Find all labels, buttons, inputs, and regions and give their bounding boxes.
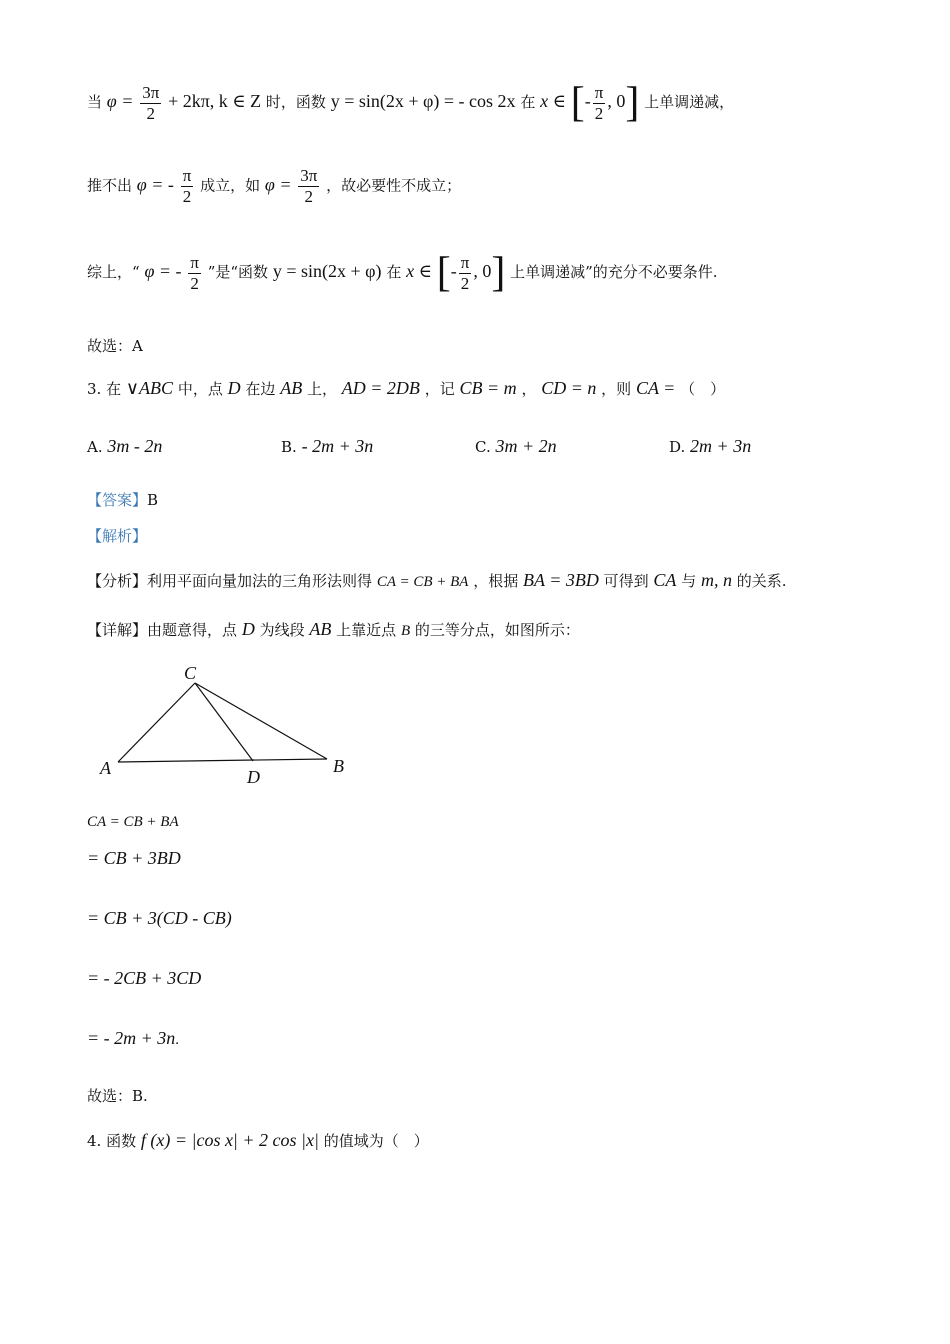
- label-a: A: [100, 758, 111, 778]
- fraction: $\frac{3\pi}{2}$: [300, 166, 318, 206]
- math-expr: CB = m: [459, 378, 517, 398]
- detail-line: 【详解】由题意得，点 D 为线段 AB 上靠近点 B 的三等分点，如图所示：: [87, 619, 580, 639]
- math-expr: B: [400, 623, 411, 639]
- option-b: B. - 2m + 3n: [281, 436, 374, 456]
- math-expr: , 0: [607, 91, 626, 111]
- fraction: $\frac{\pi}{2}$: [460, 252, 470, 293]
- fraction: $\frac{\pi}{2}$: [190, 252, 199, 293]
- question-number: 4. 函数: [87, 1132, 137, 1150]
- math-expr: CA = CB + BA: [376, 574, 469, 590]
- side-ca: [118, 683, 195, 762]
- math-expr: D: [227, 378, 241, 398]
- solution-line-2: [87, 166, 461, 207]
- math-expr: CD = n: [541, 378, 597, 398]
- step-2: = CB + 3BD: [87, 848, 181, 868]
- question-4: [87, 1130, 429, 1151]
- math-expr: φ =: [264, 174, 292, 195]
- math-expr: ∨ABC: [125, 378, 174, 398]
- math-expr: m, n: [701, 570, 733, 590]
- fraction: $\frac{\pi}{2}$: [182, 166, 192, 206]
- step-5: = - 2m + 3n: [87, 1028, 176, 1048]
- option-a: A. 3m - 2n: [87, 436, 163, 456]
- text: 中，点: [177, 380, 223, 398]
- math-expr: -: [584, 91, 591, 111]
- label-c: C: [184, 663, 197, 683]
- text: 在边: [245, 380, 276, 398]
- bracket-left: [: [436, 250, 451, 296]
- question-number: 3. 在: [87, 380, 122, 398]
- step-4: = - 2CB + 3CD: [87, 968, 202, 988]
- text: 在: [520, 93, 536, 111]
- math-expr: AB: [280, 378, 303, 398]
- answer-tag: 【答案】: [87, 491, 148, 509]
- text: ”是“函数: [207, 263, 269, 281]
- bracket-right: ]: [491, 250, 506, 296]
- text: ，记: [424, 380, 455, 398]
- step-1: CA = CB + BA: [87, 814, 179, 830]
- math-expr: AD = 2DB: [341, 378, 420, 398]
- math-expr: -: [450, 261, 457, 281]
- jiexi-tag: 【解析】: [87, 527, 148, 545]
- math-expr: x ∈: [406, 261, 432, 281]
- analysis-tag: 【分析】: [87, 572, 148, 590]
- answer-value: B: [147, 491, 159, 509]
- bracket-left: [: [570, 80, 585, 126]
- math-expr: CA: [653, 570, 677, 590]
- label-d: D: [247, 767, 260, 787]
- text: 时，函数: [265, 93, 326, 111]
- text: ，: [521, 380, 537, 398]
- math-expr: AB: [309, 619, 332, 639]
- option-d: D. 2m + 3n: [669, 436, 752, 456]
- text: 综上，“: [87, 263, 140, 281]
- label-b: B: [333, 756, 344, 776]
- answer-tag-line: [87, 490, 158, 510]
- math-expr: + 2kπ, k ∈ Z: [168, 91, 262, 111]
- text: 的值域为（ ）: [323, 1132, 429, 1150]
- detail-tag: 【详解】: [87, 621, 148, 639]
- text: 上，: [306, 380, 337, 398]
- text: 上单调递减”的充分不必要条件.: [510, 263, 718, 281]
- text: 当: [87, 93, 103, 111]
- fraction: $\frac{\pi}{2}$: [594, 82, 604, 123]
- triangle-figure: [90, 655, 360, 790]
- analysis-line: 【分析】利用平面向量加法的三角形法则得 CA = CB + BA ，根据 BA = 3BD 可得到 CA 与 m, n 的关系.: [87, 570, 787, 590]
- jiexi-tag-line: [87, 526, 147, 546]
- text: ，则: [601, 380, 632, 398]
- step-3: = CB + 3(CD - CB): [87, 908, 232, 928]
- answer-line-2: 故选：B.: [87, 1087, 148, 1105]
- text: 上单调递减，: [644, 93, 735, 111]
- math-expr: φ =: [106, 91, 134, 111]
- math-expr: BA = 3BD: [523, 570, 599, 590]
- solution-line-1: [87, 82, 734, 124]
- math-expr: CA =: [635, 378, 676, 398]
- math-expr: y = sin(2x + φ): [272, 261, 382, 281]
- text: ，故必要性不成立；: [326, 176, 462, 195]
- solution-line-3: [87, 252, 718, 294]
- text: 成立，如: [200, 176, 261, 195]
- text: （ ）: [680, 380, 726, 398]
- step-5-line: = - 2m + 3n.: [87, 1028, 180, 1048]
- fraction: $\frac{3\pi}{2}$: [142, 82, 160, 123]
- text: 推不出: [87, 176, 133, 195]
- math-expr: φ = -: [136, 174, 174, 195]
- segment-cd: [195, 683, 253, 761]
- answer-line-1: 故选：A: [87, 337, 143, 355]
- text: 在: [386, 263, 402, 281]
- math-expr: y = sin(2x + φ) = - cos 2x: [330, 91, 516, 111]
- bracket-right: ]: [625, 80, 640, 126]
- math-expr: f (x) = |cos x| + 2 cos |x|: [140, 1130, 319, 1150]
- math-expr: , 0: [473, 261, 492, 281]
- question-3: [87, 378, 725, 399]
- side-ab: [118, 759, 327, 762]
- side-cb: [195, 683, 327, 759]
- math-expr: x ∈: [540, 91, 566, 111]
- option-c: C. 3m + 2n: [475, 436, 557, 456]
- math-expr: φ = -: [144, 261, 182, 281]
- math-expr: D: [241, 619, 255, 639]
